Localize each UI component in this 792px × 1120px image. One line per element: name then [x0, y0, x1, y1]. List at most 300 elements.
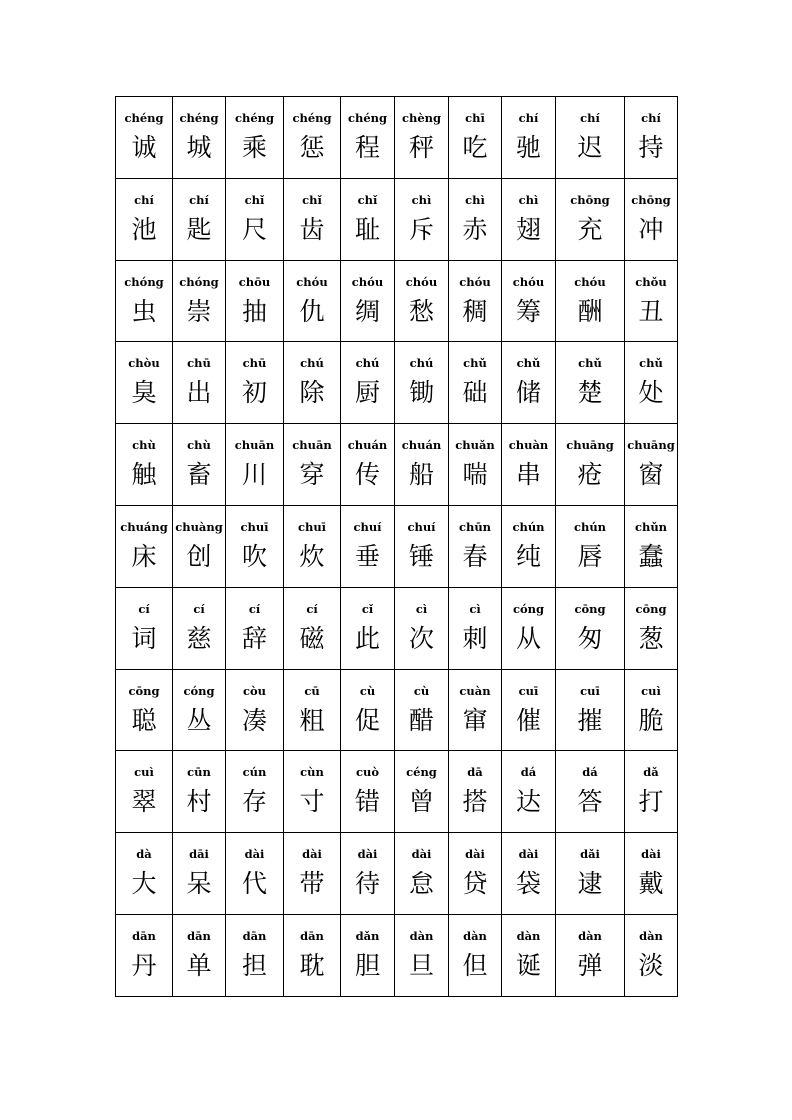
pinyin-label: cí	[193, 601, 205, 616]
table-row	[116, 505, 678, 587]
character-cell	[449, 178, 502, 260]
hanzi-character: 惩	[299, 133, 325, 162]
character-cell	[173, 342, 226, 424]
pinyin-label: chuān	[292, 438, 332, 453]
hanzi-character: 贷	[462, 869, 488, 899]
hanzi-character: 丹	[131, 950, 157, 980]
character-cell	[226, 342, 284, 424]
pinyin-label: chú	[409, 356, 434, 371]
pinyin-label: chǒu	[635, 274, 667, 289]
hanzi-character: 除	[299, 378, 325, 408]
hanzi-character: 促	[354, 705, 380, 735]
pinyin-label: chóu	[574, 274, 606, 289]
hanzi-character: 锄	[408, 378, 434, 408]
hanzi-character: 次	[408, 623, 434, 653]
character-cell	[556, 587, 625, 669]
pinyin-label: cún	[242, 765, 267, 780]
pinyin-label: dàn	[409, 928, 434, 943]
character-cell	[284, 587, 341, 669]
character-cell	[284, 669, 341, 751]
hanzi-character: 醋	[408, 705, 434, 735]
table-row	[116, 751, 678, 833]
hanzi-character: 出	[186, 378, 212, 408]
character-cell	[116, 669, 173, 751]
hanzi-character: 达	[515, 787, 541, 817]
character-cell	[284, 833, 341, 915]
hanzi-character: 储	[515, 378, 541, 408]
pinyin-label: chóu	[459, 274, 491, 289]
character-cell	[173, 751, 226, 833]
pinyin-label: cuì	[134, 765, 154, 780]
character-cell	[173, 669, 226, 751]
character-cell	[625, 424, 678, 506]
pinyin-label: chí	[641, 111, 661, 125]
pinyin-label: chuàn	[508, 438, 549, 453]
pinyin-label: cuò	[355, 765, 380, 780]
hanzi-character: 搭	[462, 787, 488, 817]
hanzi-character: 乘	[241, 133, 267, 162]
hanzi-character: 曾	[408, 787, 434, 817]
pinyin-label: dǎi	[580, 847, 600, 862]
hanzi-character: 袋	[515, 869, 541, 899]
hanzi-character: 带	[299, 869, 325, 899]
hanzi-character: 吹	[241, 541, 267, 571]
hanzi-character: 抽	[241, 296, 267, 326]
character-cell	[284, 97, 341, 179]
character-cell	[341, 342, 395, 424]
pinyin-label: chù	[132, 438, 156, 453]
hanzi-character: 赤	[462, 214, 488, 244]
character-cell	[284, 260, 341, 342]
pinyin-label: chì	[465, 192, 485, 207]
character-cell	[625, 260, 678, 342]
pinyin-label: dà	[136, 847, 152, 862]
character-cell	[625, 833, 678, 915]
pinyin-label: dā	[467, 765, 483, 780]
character-cell	[173, 260, 226, 342]
character-cell	[502, 751, 556, 833]
character-cell	[449, 97, 502, 179]
character-cell	[116, 587, 173, 669]
character-cell	[226, 178, 284, 260]
pinyin-label: dàn	[578, 928, 602, 943]
pinyin-label: chī	[465, 111, 485, 125]
hanzi-character: 春	[462, 541, 488, 571]
character-cell	[173, 914, 226, 996]
hanzi-character: 床	[131, 541, 157, 571]
character-cell	[502, 914, 556, 996]
character-cell	[226, 833, 284, 915]
pinyin-label: céng	[406, 765, 437, 780]
hanzi-character: 大	[131, 869, 157, 899]
character-cell	[284, 751, 341, 833]
hanzi-character: 单	[186, 950, 212, 980]
hanzi-character: 炊	[299, 541, 325, 571]
pinyin-label: dài	[465, 847, 485, 862]
hanzi-character: 待	[354, 869, 380, 899]
hanzi-character: 础	[462, 378, 488, 408]
character-cell	[502, 342, 556, 424]
hanzi-character: 绸	[354, 296, 380, 326]
hanzi-character: 仇	[299, 296, 325, 326]
table-row	[116, 669, 678, 751]
pinyin-label: cuī	[518, 683, 539, 698]
hanzi-character: 凑	[241, 705, 267, 735]
character-cell	[556, 97, 625, 179]
hanzi-character: 秤	[408, 133, 434, 162]
pinyin-label: chéng	[179, 111, 219, 125]
pinyin-label: dǎn	[355, 928, 380, 943]
pinyin-label: dàn	[516, 928, 541, 943]
character-cell	[341, 914, 395, 996]
character-cell	[556, 505, 625, 587]
character-cell	[341, 178, 395, 260]
pinyin-label: dài	[641, 847, 661, 862]
pinyin-label: cóng	[512, 601, 545, 616]
character-cell	[556, 342, 625, 424]
pinyin-label: dān	[242, 928, 267, 943]
character-cell	[449, 751, 502, 833]
hanzi-character: 旦	[408, 950, 434, 980]
pinyin-label: chí	[189, 192, 209, 207]
hanzi-character: 疮	[577, 460, 603, 490]
character-cell	[502, 260, 556, 342]
pinyin-label: chéng	[124, 111, 164, 125]
pinyin-label: cù	[413, 683, 430, 698]
character-cell	[625, 587, 678, 669]
character-cell	[226, 505, 284, 587]
hanzi-character: 处	[638, 378, 664, 408]
pinyin-label: cì	[469, 601, 481, 616]
hanzi-character: 错	[354, 787, 380, 817]
pinyin-label: chǔn	[634, 519, 668, 534]
hanzi-character: 磁	[299, 623, 325, 653]
character-cell	[449, 669, 502, 751]
hanzi-character: 寸	[299, 787, 325, 817]
character-cell	[502, 587, 556, 669]
character-cell	[226, 424, 284, 506]
pinyin-label: chuī	[297, 519, 327, 534]
hanzi-character: 逮	[577, 869, 603, 899]
hanzi-character: 齿	[299, 214, 325, 244]
hanzi-character: 存	[241, 787, 267, 817]
character-cell	[341, 587, 395, 669]
table-row	[116, 914, 678, 996]
pinyin-label: chǔ	[463, 356, 487, 371]
hanzi-character: 冲	[638, 214, 664, 244]
pinyin-label: cōng	[635, 601, 667, 616]
character-cell	[226, 669, 284, 751]
pinyin-label: chǐ	[244, 192, 265, 207]
pinyin-label: chǔ	[639, 356, 663, 371]
pinyin-label: cùn	[300, 765, 324, 780]
hanzi-character: 筹	[515, 296, 541, 326]
table-row	[116, 97, 678, 179]
character-cell	[395, 260, 449, 342]
character-cell	[173, 178, 226, 260]
character-cell	[556, 751, 625, 833]
character-cell	[341, 669, 395, 751]
pinyin-character-table	[115, 96, 678, 997]
character-cell	[502, 669, 556, 751]
pinyin-label: chì	[518, 192, 539, 207]
pinyin-label: chóu	[405, 274, 438, 289]
character-cell	[625, 669, 678, 751]
pinyin-label: chún	[573, 519, 607, 534]
pinyin-label: cuì	[641, 683, 661, 698]
pinyin-label: chuān	[234, 438, 275, 453]
character-cell	[173, 505, 226, 587]
character-cell	[556, 914, 625, 996]
table-row	[116, 424, 678, 506]
pinyin-label: chòu	[128, 356, 160, 371]
pinyin-label: chéng	[292, 111, 332, 125]
character-cell	[395, 97, 449, 179]
hanzi-character: 池	[131, 214, 157, 244]
hanzi-character: 吃	[462, 133, 488, 162]
character-cell	[284, 342, 341, 424]
hanzi-character: 催	[515, 705, 541, 735]
hanzi-character: 触	[131, 460, 157, 490]
pinyin-label: dài	[244, 847, 265, 862]
character-cell	[625, 97, 678, 179]
table-row	[116, 260, 678, 342]
pinyin-label: dá	[520, 765, 537, 780]
hanzi-character: 愁	[408, 296, 434, 326]
pinyin-label: chóng	[124, 274, 164, 289]
character-cell	[395, 424, 449, 506]
character-cell	[341, 260, 395, 342]
character-cell	[116, 505, 173, 587]
pinyin-label: chuí	[407, 519, 436, 534]
character-cell	[395, 833, 449, 915]
pinyin-label: dài	[357, 847, 378, 862]
character-cell	[449, 587, 502, 669]
pinyin-label: cí	[306, 601, 318, 616]
pinyin-label: chuī	[240, 519, 269, 534]
character-cell	[284, 505, 341, 587]
character-cell	[556, 833, 625, 915]
pinyin-label: chéng	[347, 111, 388, 125]
character-cell	[284, 424, 341, 506]
hanzi-character: 程	[354, 133, 380, 162]
hanzi-character: 持	[638, 133, 664, 162]
character-cell	[341, 505, 395, 587]
hanzi-character: 尺	[241, 214, 267, 244]
pinyin-label: dài	[518, 847, 539, 862]
hanzi-character: 打	[638, 787, 664, 817]
hanzi-character: 船	[408, 460, 434, 490]
pinyin-label: chuí	[353, 519, 382, 534]
pinyin-label: cì	[415, 601, 428, 616]
hanzi-character: 稠	[462, 296, 488, 326]
hanzi-character: 戴	[638, 869, 664, 899]
pinyin-label: chōu	[238, 274, 271, 289]
pinyin-label: chóu	[512, 274, 545, 289]
character-cell	[116, 260, 173, 342]
pinyin-label: chūn	[458, 519, 492, 534]
table-row	[116, 833, 678, 915]
hanzi-character: 匙	[186, 214, 212, 244]
character-cell	[116, 342, 173, 424]
pinyin-label: chuāng	[627, 438, 675, 453]
pinyin-label: chǔ	[578, 356, 602, 371]
hanzi-character: 淡	[638, 950, 664, 980]
pinyin-label: dá	[582, 765, 598, 780]
character-cell	[395, 505, 449, 587]
character-cell	[625, 342, 678, 424]
hanzi-character: 摧	[577, 705, 603, 735]
character-cell	[341, 97, 395, 179]
character-cell	[625, 751, 678, 833]
hanzi-character: 酬	[577, 296, 603, 326]
hanzi-character: 匆	[577, 623, 603, 653]
hanzi-character: 垂	[354, 541, 380, 571]
hanzi-character: 穿	[299, 460, 325, 490]
character-cell	[226, 751, 284, 833]
character-cell	[116, 424, 173, 506]
pinyin-label: chún	[512, 519, 545, 534]
pinyin-label: chóu	[296, 274, 328, 289]
hanzi-character: 聪	[131, 705, 157, 735]
hanzi-character: 窗	[638, 460, 664, 490]
pinyin-label: dài	[302, 847, 322, 862]
character-cell	[395, 914, 449, 996]
hanzi-character: 粗	[299, 705, 325, 735]
pinyin-label: chuǎn	[455, 438, 495, 453]
character-cell	[502, 97, 556, 179]
pinyin-label: chí	[580, 111, 600, 125]
pinyin-label: dāi	[189, 847, 209, 862]
pinyin-label: dǎ	[643, 765, 659, 780]
character-cell	[502, 178, 556, 260]
hanzi-character: 葱	[638, 623, 664, 653]
hanzi-character: 驰	[515, 133, 541, 162]
hanzi-character: 胆	[354, 950, 380, 980]
pinyin-label: chèng	[401, 111, 442, 125]
hanzi-character: 怠	[408, 869, 434, 899]
hanzi-character: 代	[241, 869, 267, 899]
pinyin-label: chuáng	[120, 519, 168, 534]
character-cell	[395, 669, 449, 751]
pinyin-label: cūn	[187, 765, 211, 780]
pinyin-label: dàn	[463, 928, 487, 943]
hanzi-character: 丛	[186, 705, 212, 735]
pinyin-label: dài	[411, 847, 432, 862]
character-cell	[173, 424, 226, 506]
pinyin-label: chóng	[179, 274, 219, 289]
hanzi-character: 川	[241, 460, 267, 490]
hanzi-character: 楚	[577, 378, 603, 408]
hanzi-character: 蠢	[638, 541, 664, 571]
character-cell	[449, 914, 502, 996]
hanzi-character: 充	[577, 214, 603, 244]
character-cell	[226, 97, 284, 179]
pinyin-label: cōng	[574, 601, 606, 616]
character-cell	[556, 260, 625, 342]
character-cell	[449, 260, 502, 342]
character-cell	[395, 751, 449, 833]
hanzi-character: 串	[515, 460, 541, 490]
character-cell	[556, 424, 625, 506]
hanzi-character: 诚	[131, 133, 157, 162]
hanzi-character: 慈	[186, 623, 212, 653]
hanzi-character: 虫	[131, 296, 157, 326]
character-cell	[556, 669, 625, 751]
character-cell	[449, 424, 502, 506]
character-cell	[226, 914, 284, 996]
pinyin-label: cǐ	[361, 601, 374, 616]
hanzi-character: 此	[354, 623, 380, 653]
character-cell	[284, 178, 341, 260]
hanzi-character: 纯	[515, 541, 541, 571]
character-cell	[502, 505, 556, 587]
character-cell	[395, 587, 449, 669]
hanzi-character: 答	[577, 787, 603, 817]
pinyin-label: chù	[187, 438, 211, 453]
hanzi-character: 丑	[638, 296, 664, 326]
character-cell	[449, 833, 502, 915]
character-cell	[116, 178, 173, 260]
hanzi-character: 臭	[131, 378, 157, 408]
pinyin-label: chú	[300, 356, 324, 371]
character-cell	[625, 505, 678, 587]
pinyin-label: dān	[187, 928, 211, 943]
pinyin-label: chì	[411, 192, 432, 207]
table-row	[116, 587, 678, 669]
character-cell	[284, 914, 341, 996]
hanzi-character: 翅	[515, 214, 541, 244]
character-cell	[341, 751, 395, 833]
pinyin-label: chóu	[351, 274, 384, 289]
table-row	[116, 342, 678, 424]
hanzi-character: 辞	[241, 623, 267, 653]
hanzi-character: 畜	[186, 460, 212, 490]
character-cell	[116, 833, 173, 915]
character-cell	[173, 97, 226, 179]
character-cell	[173, 833, 226, 915]
pinyin-label: còu	[242, 683, 267, 698]
pinyin-label: cí	[138, 601, 150, 616]
character-cell	[395, 342, 449, 424]
hanzi-character: 从	[515, 623, 541, 653]
pinyin-label: dān	[132, 928, 156, 943]
character-cell	[625, 914, 678, 996]
hanzi-character: 崇	[186, 296, 212, 326]
hanzi-character: 呆	[186, 869, 212, 899]
hanzi-character: 耽	[299, 950, 325, 980]
pinyin-label: chū	[242, 356, 267, 371]
pinyin-label: cū	[304, 683, 320, 698]
pinyin-label: cóng	[183, 683, 215, 698]
hanzi-character: 斥	[408, 214, 434, 244]
character-cell	[449, 505, 502, 587]
hanzi-character: 但	[462, 950, 488, 980]
character-cell	[556, 178, 625, 260]
pinyin-label: chǔ	[516, 356, 541, 371]
hanzi-character: 锤	[408, 541, 434, 571]
hanzi-character: 厨	[354, 378, 380, 408]
pinyin-label: dàn	[639, 928, 663, 943]
pinyin-label: chuán	[401, 438, 442, 453]
hanzi-character: 村	[186, 787, 212, 817]
character-cell	[502, 833, 556, 915]
hanzi-character: 喘	[462, 460, 488, 490]
hanzi-character: 诞	[515, 950, 541, 980]
pinyin-label: chí	[134, 192, 154, 207]
hanzi-character: 脆	[638, 705, 664, 735]
pinyin-label: chuāng	[566, 438, 614, 453]
